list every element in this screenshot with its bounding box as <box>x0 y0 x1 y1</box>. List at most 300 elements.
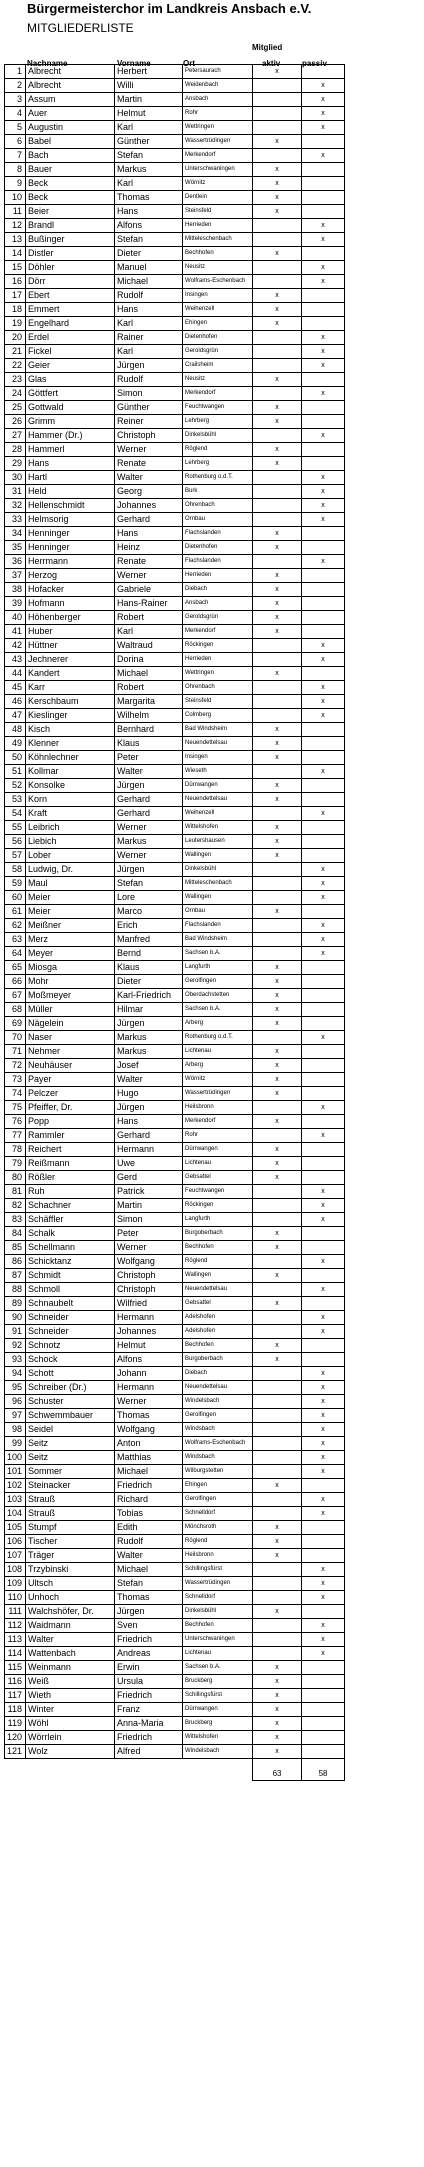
member-vorname: Dieter <box>115 975 183 989</box>
table-row <box>5 457 345 471</box>
member-number: 64 <box>5 947 26 961</box>
member-ort: Gerolfingen <box>183 975 253 989</box>
passiv-mark: x <box>302 429 345 443</box>
member-ort: Dürrwangen <box>183 1143 253 1157</box>
member-vorname: Gerhard <box>115 793 183 807</box>
member-nachname: Schmoll <box>26 1283 115 1297</box>
member-ort: Ehingen <box>183 317 253 331</box>
passiv-mark <box>302 163 345 177</box>
table-row <box>5 1451 345 1465</box>
aktiv-mark <box>253 877 302 891</box>
member-nachname: Meier <box>26 905 115 919</box>
member-ort: Rothenburg o.d.T. <box>183 1031 253 1045</box>
member-nachname: Dörr <box>26 275 115 289</box>
passiv-mark <box>302 1227 345 1241</box>
member-number: 59 <box>5 877 26 891</box>
member-nachname: Konsolke <box>26 779 115 793</box>
aktiv-mark: x <box>253 1353 302 1367</box>
member-vorname: Jürgen <box>115 1017 183 1031</box>
aktiv-mark: x <box>253 1731 302 1745</box>
member-vorname: Edith <box>115 1521 183 1535</box>
member-ort: Bechhofen <box>183 247 253 261</box>
member-number: 51 <box>5 765 26 779</box>
member-number: 103 <box>5 1493 26 1507</box>
member-nachname: Wieth <box>26 1689 115 1703</box>
passiv-mark <box>302 317 345 331</box>
member-table <box>4 64 345 1781</box>
member-ort: Mitteleschenbach <box>183 877 253 891</box>
member-number: 36 <box>5 555 26 569</box>
aktiv-mark <box>253 219 302 233</box>
passiv-mark <box>302 1045 345 1059</box>
passiv-mark <box>302 1171 345 1185</box>
aktiv-mark: x <box>253 1171 302 1185</box>
member-ort: Wieseth <box>183 765 253 779</box>
member-nachname: Waidmann <box>26 1619 115 1633</box>
aktiv-mark <box>253 149 302 163</box>
member-number: 61 <box>5 905 26 919</box>
passiv-mark: x <box>302 891 345 905</box>
member-nachname: Seitz <box>26 1437 115 1451</box>
member-ort: Arberg <box>183 1059 253 1073</box>
aktiv-mark <box>253 1185 302 1199</box>
member-number: 77 <box>5 1129 26 1143</box>
aktiv-mark <box>253 1563 302 1577</box>
member-vorname: Walter <box>115 471 183 485</box>
member-ort: Burk <box>183 485 253 499</box>
aktiv-mark: x <box>253 1297 302 1311</box>
member-number: 28 <box>5 443 26 457</box>
table-row <box>5 1003 345 1017</box>
member-number: 32 <box>5 499 26 513</box>
member-nachname: Hartl <box>26 471 115 485</box>
member-ort: Ehingen <box>183 1479 253 1493</box>
member-number: 71 <box>5 1045 26 1059</box>
passiv-mark <box>302 1675 345 1689</box>
table-row <box>5 1087 345 1101</box>
member-ort: Flachslanden <box>183 527 253 541</box>
member-ort: Röglend <box>183 1255 253 1269</box>
passiv-mark: x <box>302 1619 345 1633</box>
aktiv-mark <box>253 1423 302 1437</box>
member-vorname: Gerhard <box>115 513 183 527</box>
member-vorname: Stefan <box>115 233 183 247</box>
member-ort: Windsbach <box>183 1423 253 1437</box>
table-row <box>5 65 345 79</box>
member-nachname: Klenner <box>26 737 115 751</box>
member-ort: Ornbau <box>183 513 253 527</box>
passiv-mark <box>302 177 345 191</box>
passiv-mark: x <box>302 1185 345 1199</box>
member-vorname: Richard <box>115 1493 183 1507</box>
member-ort: Mitteleschenbach <box>183 233 253 247</box>
totals-spacer <box>183 1759 253 1781</box>
passiv-mark: x <box>302 107 345 121</box>
passiv-mark <box>302 751 345 765</box>
member-number: 39 <box>5 597 26 611</box>
member-number: 55 <box>5 821 26 835</box>
table-row <box>5 1395 345 1409</box>
member-number: 49 <box>5 737 26 751</box>
member-number: 105 <box>5 1521 26 1535</box>
passiv-mark <box>302 1073 345 1087</box>
aktiv-mark <box>253 765 302 779</box>
passiv-mark: x <box>302 1255 345 1269</box>
passiv-mark <box>302 1521 345 1535</box>
passiv-mark: x <box>302 219 345 233</box>
member-number: 17 <box>5 289 26 303</box>
member-ort: Insingen <box>183 751 253 765</box>
member-nachname: Karr <box>26 681 115 695</box>
table-row <box>5 905 345 919</box>
member-ort: Flachslanden <box>183 919 253 933</box>
aktiv-mark <box>253 121 302 135</box>
aktiv-mark: x <box>253 821 302 835</box>
member-number: 2 <box>5 79 26 93</box>
member-vorname: Manuel <box>115 261 183 275</box>
member-vorname: Tobias <box>115 1507 183 1521</box>
member-ort: Weihenzell <box>183 807 253 821</box>
member-number: 83 <box>5 1213 26 1227</box>
passiv-mark: x <box>302 79 345 93</box>
member-vorname: Gerhard <box>115 807 183 821</box>
aktiv-mark <box>253 79 302 93</box>
member-nachname: Hammerl <box>26 443 115 457</box>
passiv-mark: x <box>302 149 345 163</box>
member-number: 25 <box>5 401 26 415</box>
aktiv-mark <box>253 709 302 723</box>
passiv-mark <box>302 1059 345 1073</box>
member-ort: Bruckberg <box>183 1675 253 1689</box>
passiv-mark: x <box>302 877 345 891</box>
member-vorname: Gabriele <box>115 583 183 597</box>
table-row <box>5 1437 345 1451</box>
member-ort: Insingen <box>183 289 253 303</box>
aktiv-mark <box>253 639 302 653</box>
member-ort: Wallingen <box>183 1269 253 1283</box>
member-nachname: Fickel <box>26 345 115 359</box>
member-ort: Schnelldorf <box>183 1591 253 1605</box>
member-nachname: Emmert <box>26 303 115 317</box>
member-ort: Lehrberg <box>183 457 253 471</box>
member-vorname: Günther <box>115 135 183 149</box>
aktiv-mark: x <box>253 1689 302 1703</box>
member-vorname: Josef <box>115 1059 183 1073</box>
member-number: 14 <box>5 247 26 261</box>
member-nachname: Albrecht <box>26 79 115 93</box>
table-row <box>5 1311 345 1325</box>
member-number: 115 <box>5 1661 26 1675</box>
member-nachname: Auer <box>26 107 115 121</box>
member-vorname: Markus <box>115 163 183 177</box>
aktiv-mark <box>253 1577 302 1591</box>
passiv-mark <box>302 1297 345 1311</box>
table-row <box>5 1633 345 1647</box>
member-vorname: Christoph <box>115 1269 183 1283</box>
aktiv-mark <box>253 1465 302 1479</box>
member-ort: Bad Windsheim <box>183 723 253 737</box>
table-row <box>5 1479 345 1493</box>
aktiv-mark: x <box>253 1717 302 1731</box>
member-ort: Lichtenau <box>183 1647 253 1661</box>
member-nachname: Assum <box>26 93 115 107</box>
member-nachname: Schäffler <box>26 1213 115 1227</box>
table-row <box>5 569 345 583</box>
aktiv-mark <box>253 681 302 695</box>
column-header-aktiv: aktiv <box>262 59 281 68</box>
member-number: 63 <box>5 933 26 947</box>
member-number: 109 <box>5 1577 26 1591</box>
member-nachname: Geier <box>26 359 115 373</box>
table-row <box>5 303 345 317</box>
member-ort: Neusitz <box>183 373 253 387</box>
passiv-mark: x <box>302 275 345 289</box>
member-nachname: Engelhard <box>26 317 115 331</box>
aktiv-mark: x <box>253 625 302 639</box>
member-vorname: Friedrich <box>115 1689 183 1703</box>
member-number: 99 <box>5 1437 26 1451</box>
passiv-mark: x <box>302 485 345 499</box>
member-nachname: Babel <box>26 135 115 149</box>
column-header-vorname: Vorname <box>117 59 151 68</box>
member-number: 111 <box>5 1605 26 1619</box>
member-ort: Wörnitz <box>183 177 253 191</box>
member-nachname: Pelczer <box>26 1087 115 1101</box>
member-number: 41 <box>5 625 26 639</box>
member-vorname: Klaus <box>115 961 183 975</box>
member-number: 48 <box>5 723 26 737</box>
table-row <box>5 205 345 219</box>
table-row <box>5 499 345 513</box>
member-ort: Wittelshofen <box>183 821 253 835</box>
member-ort: Bechhofen <box>183 1241 253 1255</box>
member-vorname: Christoph <box>115 429 183 443</box>
passiv-mark <box>302 583 345 597</box>
member-number: 76 <box>5 1115 26 1129</box>
member-number: 19 <box>5 317 26 331</box>
aktiv-mark: x <box>253 1521 302 1535</box>
member-nachname: Walchshöfer, Dr. <box>26 1605 115 1619</box>
member-nachname: Liebich <box>26 835 115 849</box>
aktiv-mark: x <box>253 1745 302 1759</box>
member-ort: Burgoberbach <box>183 1227 253 1241</box>
member-number: 60 <box>5 891 26 905</box>
member-ort: Adelshofen <box>183 1325 253 1339</box>
member-number: 108 <box>5 1563 26 1577</box>
aktiv-mark: x <box>253 569 302 583</box>
member-number: 62 <box>5 919 26 933</box>
table-row <box>5 219 345 233</box>
table-row <box>5 1381 345 1395</box>
table-row <box>5 639 345 653</box>
passiv-mark <box>302 1157 345 1171</box>
passiv-mark: x <box>302 1591 345 1605</box>
aktiv-mark: x <box>253 989 302 1003</box>
member-number: 27 <box>5 429 26 443</box>
aktiv-mark <box>253 555 302 569</box>
member-vorname: Gerhard <box>115 1129 183 1143</box>
member-nachname: Miosga <box>26 961 115 975</box>
member-vorname: Wilhelm <box>115 709 183 723</box>
aktiv-mark: x <box>253 373 302 387</box>
member-vorname: Simon <box>115 1213 183 1227</box>
aktiv-mark <box>253 359 302 373</box>
aktiv-mark <box>253 513 302 527</box>
member-nachname: Trzybinski <box>26 1563 115 1577</box>
member-number: 104 <box>5 1507 26 1521</box>
member-nachname: Jechnerer <box>26 653 115 667</box>
passiv-mark: x <box>302 359 345 373</box>
member-ort: Gerolfingen <box>183 1493 253 1507</box>
passiv-mark: x <box>302 499 345 513</box>
member-nachname: Hofacker <box>26 583 115 597</box>
member-vorname: Werner <box>115 569 183 583</box>
member-number: 40 <box>5 611 26 625</box>
aktiv-mark: x <box>253 177 302 191</box>
table-row <box>5 401 345 415</box>
aktiv-mark: x <box>253 793 302 807</box>
member-number: 6 <box>5 135 26 149</box>
member-ort: Schillingsfürst <box>183 1563 253 1577</box>
member-nachname: Huber <box>26 625 115 639</box>
table-row <box>5 1549 345 1563</box>
table-row <box>5 611 345 625</box>
table-row <box>5 387 345 401</box>
member-vorname: Erich <box>115 919 183 933</box>
member-number: 102 <box>5 1479 26 1493</box>
member-vorname: Jürgen <box>115 1605 183 1619</box>
passiv-mark <box>302 1605 345 1619</box>
member-ort: Neuendettelsau <box>183 793 253 807</box>
table-row <box>5 653 345 667</box>
table-row <box>5 723 345 737</box>
member-number: 29 <box>5 457 26 471</box>
member-ort: Steinsfeld <box>183 695 253 709</box>
member-number: 117 <box>5 1689 26 1703</box>
aktiv-mark <box>253 1367 302 1381</box>
table-row <box>5 667 345 681</box>
member-nachname: Schicktanz <box>26 1255 115 1269</box>
member-vorname: Georg <box>115 485 183 499</box>
member-vorname: Bernhard <box>115 723 183 737</box>
member-number: 57 <box>5 849 26 863</box>
member-ort: Steinsfeld <box>183 205 253 219</box>
aktiv-mark: x <box>253 779 302 793</box>
member-nachname: Hellenschmidt <box>26 499 115 513</box>
member-number: 5 <box>5 121 26 135</box>
member-number: 30 <box>5 471 26 485</box>
table-row <box>5 1059 345 1073</box>
member-number: 79 <box>5 1157 26 1171</box>
member-vorname: Gerd <box>115 1171 183 1185</box>
table-row <box>5 93 345 107</box>
member-vorname: Werner <box>115 821 183 835</box>
member-nachname: Bach <box>26 149 115 163</box>
table-row <box>5 541 345 555</box>
table-row <box>5 1073 345 1087</box>
member-nachname: Beck <box>26 191 115 205</box>
member-number: 81 <box>5 1185 26 1199</box>
member-number: 91 <box>5 1325 26 1339</box>
passiv-mark <box>302 1535 345 1549</box>
member-vorname: Hilmar <box>115 1003 183 1017</box>
member-nachname: Schellmann <box>26 1241 115 1255</box>
member-vorname: Martin <box>115 1199 183 1213</box>
passiv-mark: x <box>302 261 345 275</box>
passiv-mark <box>302 1003 345 1017</box>
member-vorname: Johannes <box>115 1325 183 1339</box>
passiv-mark <box>302 835 345 849</box>
member-ort: Merkendorf <box>183 1115 253 1129</box>
passiv-mark: x <box>302 1633 345 1647</box>
member-nachname: Payer <box>26 1073 115 1087</box>
member-nachname: Bauer <box>26 163 115 177</box>
member-number: 92 <box>5 1339 26 1353</box>
member-nachname: Höhenberger <box>26 611 115 625</box>
passiv-mark <box>302 1731 345 1745</box>
aktiv-mark <box>253 1311 302 1325</box>
passiv-mark: x <box>302 1199 345 1213</box>
member-ort: Merkendorf <box>183 149 253 163</box>
aktiv-mark: x <box>253 443 302 457</box>
member-nachname: Rößler <box>26 1171 115 1185</box>
aktiv-mark: x <box>253 1227 302 1241</box>
member-ort: Wallingen <box>183 849 253 863</box>
table-row <box>5 513 345 527</box>
member-vorname: Anton <box>115 1437 183 1451</box>
member-vorname: Rudolf <box>115 1535 183 1549</box>
member-vorname: Markus <box>115 1031 183 1045</box>
passiv-mark: x <box>302 1031 345 1045</box>
passiv-mark <box>302 135 345 149</box>
member-vorname: Markus <box>115 1045 183 1059</box>
member-vorname: Karl <box>115 317 183 331</box>
table-row <box>5 1255 345 1269</box>
aktiv-mark: x <box>253 849 302 863</box>
aktiv-mark: x <box>253 247 302 261</box>
member-nachname: Kollmar <box>26 765 115 779</box>
member-ort: Wettringen <box>183 121 253 135</box>
member-nachname: Wattenbach <box>26 1647 115 1661</box>
member-number: 7 <box>5 149 26 163</box>
member-ort: Dentlein <box>183 191 253 205</box>
aktiv-mark: x <box>253 317 302 331</box>
member-vorname: Hans <box>115 303 183 317</box>
member-nachname: Rammler <box>26 1129 115 1143</box>
table-row <box>5 527 345 541</box>
member-nachname: Schachner <box>26 1199 115 1213</box>
member-nachname: Albrecht <box>26 65 115 79</box>
aktiv-mark <box>253 1409 302 1423</box>
member-vorname: Jürgen <box>115 1101 183 1115</box>
member-ort: Röckingen <box>183 1199 253 1213</box>
passiv-mark <box>302 1087 345 1101</box>
table-row <box>5 261 345 275</box>
member-number: 118 <box>5 1703 26 1717</box>
aktiv-mark: x <box>253 191 302 205</box>
member-vorname: Hermann <box>115 1143 183 1157</box>
passiv-mark: x <box>302 1507 345 1521</box>
member-ort: Wittelshofen <box>183 1731 253 1745</box>
member-nachname: Weiß <box>26 1675 115 1689</box>
group-header-mitglied: Mitglied <box>252 43 283 52</box>
member-vorname: Hugo <box>115 1087 183 1101</box>
table-row <box>5 163 345 177</box>
aktiv-mark <box>253 919 302 933</box>
member-nachname: Nehmer <box>26 1045 115 1059</box>
member-number: 56 <box>5 835 26 849</box>
member-nachname: Henninger <box>26 527 115 541</box>
